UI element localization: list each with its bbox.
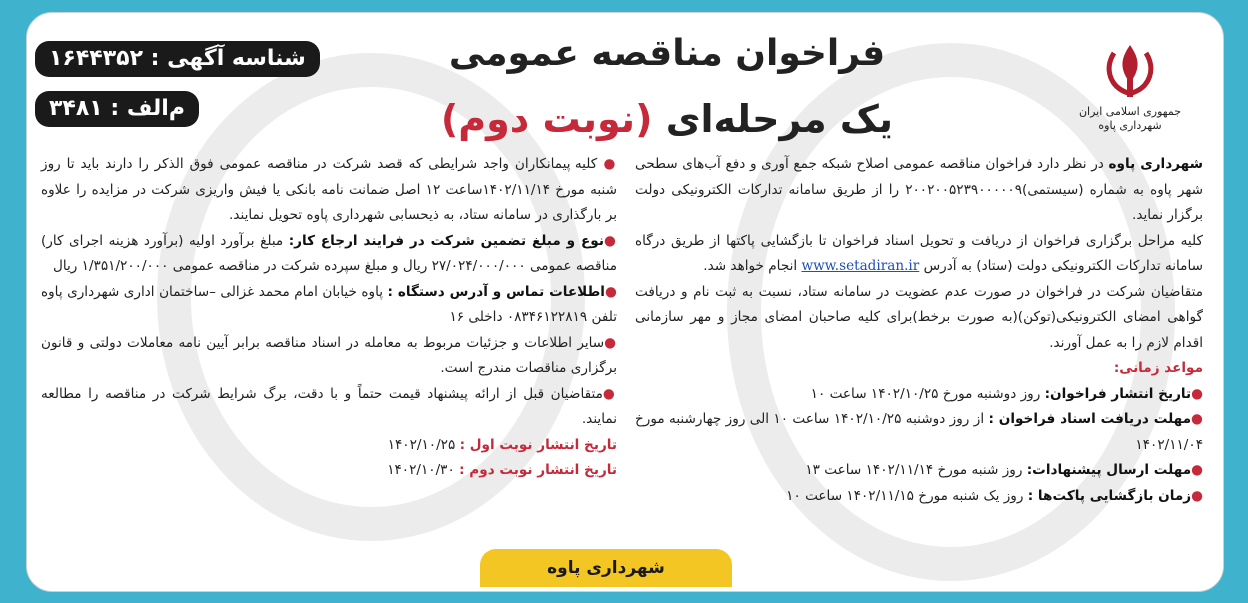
page-title: فراخوان مناقصه عمومی [448,33,886,74]
right-column [635,152,1203,509]
intro-paragraph [635,152,1203,229]
deadline-item [635,458,1203,484]
deadline-label: مهلت ارسال پیشنهادات: [1026,462,1192,478]
notice-card [26,12,1224,592]
contact-text: پاوه خیابان امام محمد غزالی –ساختمان اداری شهرداری پاوه تلفن ۰۸۳۴۶۱۲۲۸۱۹ داخلی ۱۶ [41,283,617,325]
pub-date: ۱۴۰۲/۱۰/۲۵ [387,436,460,453]
page-subtitle [407,97,927,141]
deadline-label: تاریخ انتشار فراخوان: [1044,385,1192,402]
deadline-value: روز شنبه مورخ ۱۴۰۲/۱۱/۱۴ ساعت ۱۳ [805,462,1027,478]
contact-paragraph [41,280,617,331]
notice-id-badge: شناسه آگهی : ۱۶۴۴۳۵۲ [35,41,320,77]
emblem-caption: جمهوری اسلامی ایران [1078,105,1182,118]
bullet-icon: ● [1191,487,1203,504]
process-text: کلیه مراحل برگزاری فراخوان از دریافت و تحویل اسناد فراخوان تا بازگشایی پاکتها از طریق درگاه سامانه تدارکات الکترونیکی دولت (ستاد) به آدرس [635,232,1203,274]
pub-date: ۱۴۰۲/۱۰/۳۰ [387,462,460,478]
paragraph-text: کلیه پیمانکاران واجد شرایطی که قصد شرکت در مناقصه عمومی فوق الذکر را دارند باید تا روز شنبه مورخ ۱۴۰۲/۱۱/۱۴ساعت ۱۲ اصل ضمانت نامه بانکی یا فیش واریزی شرکت در مزایده را علاوه بر بارگذاری در سامانه ستاد، به ذیحسابی شهرداری پاوه تحویل نمایند. [41,156,617,223]
subtitle-main: یک مرحله‌ای [665,97,894,141]
bullet-icon: ● [602,385,617,402]
deadline-value: روز یک شنبه مورخ ۱۴۰۲/۱۱/۱۵ ساعت ۱۰ [786,487,1028,504]
guarantee-submission-paragraph [41,152,617,229]
setadiran-link[interactable]: www.setadiran.ir [801,258,920,274]
bullet-icon: ● [597,156,617,172]
publication-date-second [41,458,617,484]
bullet-icon: ● [604,334,617,351]
process-text-end: انجام خواهد شد. [703,258,802,274]
deadline-label: مهلت دریافت اسناد فراخوان : [988,411,1192,427]
bullet-icon: ● [1191,411,1203,427]
deadline-value: از روز دوشنبه ۱۴۰۲/۱۰/۲۵ ساعت ۱۰ الی روز چهارشنبه مورخ ۱۴۰۲/۱۱/۰۴ [635,411,1203,453]
deadline-item [635,407,1203,458]
footer-tab: شهرداری پاوه [480,549,732,587]
intro-text: در نظر دارد فراخوان مناقصه عمومی اصلاح شبکه جمع آوری و دفع آب‌های سطحی شهر پاوه به شماره (سیستمی)۲۰۰۲۰۰۵۲۳۹۰۰۰۰۰۹ را از طریق سامانه تدارکات الکترونیکی دولت برگزار نماید. [635,156,1204,223]
pub-label: تاریخ انتشار نوبت اول : [459,436,617,453]
municipality-name: شهرداری پاوه [1108,156,1203,172]
subtitle-highlight: (نوبت دوم) [440,97,653,141]
deadlines-heading: مواعد زمانی: [1113,360,1203,376]
deadline-value: روز دوشنبه مورخ ۱۴۰۲/۱۰/۲۵ ساعت ۱۰ [810,385,1045,402]
paragraph-text: متقاضیان قبل از ارائه پیشنهاد قیمت حتماً و با دقت، برگ شرایط شرکت در مناقصه را مطالعه نمایند. [41,385,617,427]
process-paragraph [635,229,1203,280]
contact-label: اطلاعات تماس و آدرس دستگاه : [387,283,605,300]
paragraph-text: سایر اطلاعات و جزئیات مربوط به معامله در اسناد مناقصه برابر آیین نامه معاملات دولتی و قانون برگزاری مناقصات مندرج است. [41,334,617,376]
emblem-municipality: شهرداری پاوه [1098,119,1162,132]
bullet-icon: ● [1191,462,1203,478]
publication-date-first [41,433,617,459]
deadline-label: زمان بازگشایی پاکت‌ها : [1027,487,1192,504]
bullet-icon: ● [604,283,617,300]
bullet-icon: ● [603,232,617,249]
guarantee-text: مبلغ برآورد اولیه (برآورد هزینه اجرای کار) مناقصه عمومی ۲۷/۰۲۴/۰۰۰/۰۰۰ ریال و مبلغ سپرده شرکت در مناقصه عمومی ۱/۳۵۱/۲۰۰/۰۰۰ ریال [41,232,617,274]
regulations-paragraph [41,331,617,382]
pub-label: تاریخ انتشار نوبت دوم : [459,462,617,478]
guarantee-label: نوع و مبلغ تضمین شرکت در فرایند ارجاع کار: [288,232,604,249]
advice-paragraph [41,382,617,433]
emblem-icon [1100,39,1160,101]
serial-badge: م‌الف : ۳۴۸۱ [35,91,199,127]
registration-paragraph: متقاضیان شرکت در فراخوان در صورت عدم عضویت در سامانه ستاد، نسبت به ثبت نام و دریافت گواهی امضای الکترونیکی(توکن)(به صورت برخط)برای کلیه صاحبان امضای مجاز و مهر سازمانی اقدام لازم را به عمل آورند. [635,283,1203,351]
deadline-item [635,484,1203,510]
deadline-item [635,382,1203,408]
bullet-icon: ● [1191,385,1203,402]
iran-emblem [1075,39,1185,133]
left-column [41,152,617,484]
guarantee-amount-paragraph [41,229,617,280]
